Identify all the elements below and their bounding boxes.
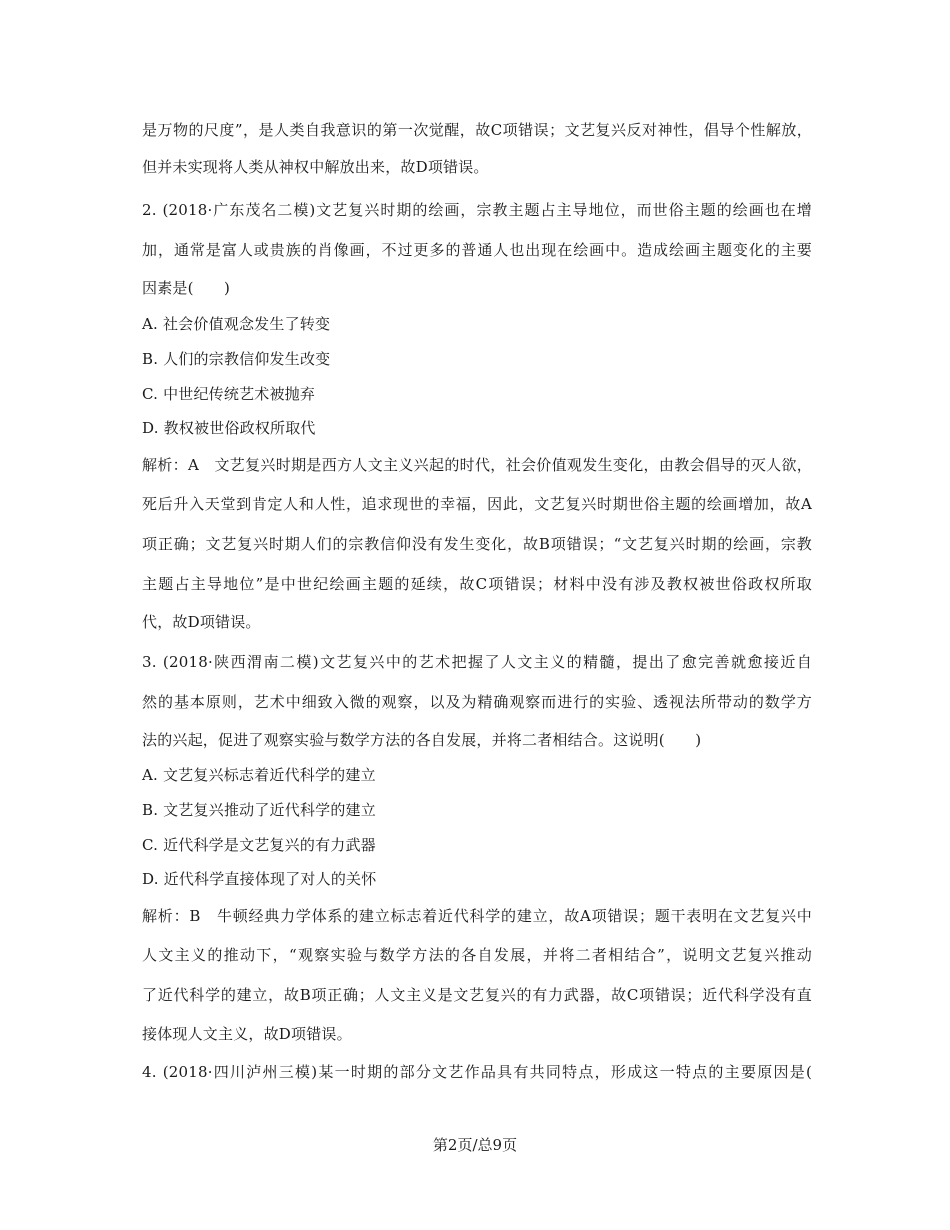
question-2-option-b: B. 人们的宗教信仰发生改变: [142, 350, 331, 368]
text-line: 但并未实现将人类从神权中解放出来，故D项错误。: [142, 158, 489, 176]
page-number-footer: 第2页/总9页: [432, 1136, 518, 1154]
question-2-analysis: 主题占主导地位”是中世纪绘画主题的延续，故C项错误；材料中没有涉及教权被世俗政权所取: [142, 575, 812, 593]
question-2-option-d: D. 教权被世俗政权所取代: [142, 419, 316, 437]
question-2-analysis: 代，故D项错误。: [142, 613, 261, 631]
question-3-analysis: 人文主义的推动下，“观察实验与数学方法的各自发展，并将二者相结合”，说明文艺复兴推动: [142, 946, 812, 964]
text-line: 是万物的尺度”，是人类自我意识的第一次觉醒，故C项错误；文艺复兴反对神性，倡导个性解放，: [142, 121, 812, 139]
question-4-stem: 4. (2018·四川泸州三模)某一时期的部分文艺作品具有共同特点，形成这一特点的主要原因是(: [142, 1063, 812, 1081]
question-2-option-a: A. 社会价值观念发生了转变: [142, 315, 331, 333]
question-2-stem: 2. (2018·广东茂名二模)文艺复兴时期的绘画，宗教主题占主导地位，而世俗主题的绘画也在增: [142, 201, 812, 219]
question-2-analysis: 项正确；文艺复兴时期人们的宗教信仰没有发生变化，故B项错误；“文艺复兴时期的绘画，宗教: [142, 535, 812, 553]
question-2-analysis: 死后升入天堂到肯定人和人性，追求现世的幸福，因此，文艺复兴时期世俗主题的绘画增加，故A: [142, 495, 812, 513]
question-2-stem: 因素是( ): [142, 279, 231, 297]
question-2-option-c: C. 中世纪传统艺术被抛弃: [142, 385, 316, 403]
question-3-option-a: A. 文艺复兴标志着近代科学的建立: [142, 766, 376, 784]
question-3-option-c: C. 近代科学是文艺复兴的有力武器: [142, 836, 376, 854]
question-3-option-b: B. 文艺复兴推动了近代科学的建立: [142, 801, 376, 819]
question-3-analysis: 接体现人文主义，故D项错误。: [142, 1025, 352, 1043]
question-3-analysis: 了近代科学的建立，故B项正确；人文主义是文艺复兴的有力武器，故C项错误；近代科学没有直: [142, 986, 812, 1004]
question-2-stem: 加，通常是富人或贵族的肖像画，不过更多的普通人也出现在绘画中。造成绘画主题变化的主要: [142, 241, 812, 259]
question-3-stem: 3. (2018·陕西渭南二模)文艺复兴中的艺术把握了人文主义的精髓，提出了愈完善就愈接近自: [142, 653, 812, 671]
question-3-stem: 然的基本原则，艺术中细致入微的观察，以及为精确观察而进行的实验、透视法所带动的数学方: [142, 693, 812, 711]
question-3-analysis: 解析：B 牛顿经典力学体系的建立标志着近代科学的建立，故A项错误；题干表明在文艺复兴中: [142, 907, 812, 925]
question-3-stem: 法的兴起，促进了观察实验与数学方法的各自发展，并将二者相结合。这说明( ): [142, 731, 702, 749]
question-3-option-d: D. 近代科学直接体现了对人的关怀: [142, 870, 377, 888]
question-2-analysis: 解析：A 文艺复兴时期是西方人文主义兴起的时代，社会价值观发生变化，由教会倡导的灭人欲，: [142, 456, 812, 474]
